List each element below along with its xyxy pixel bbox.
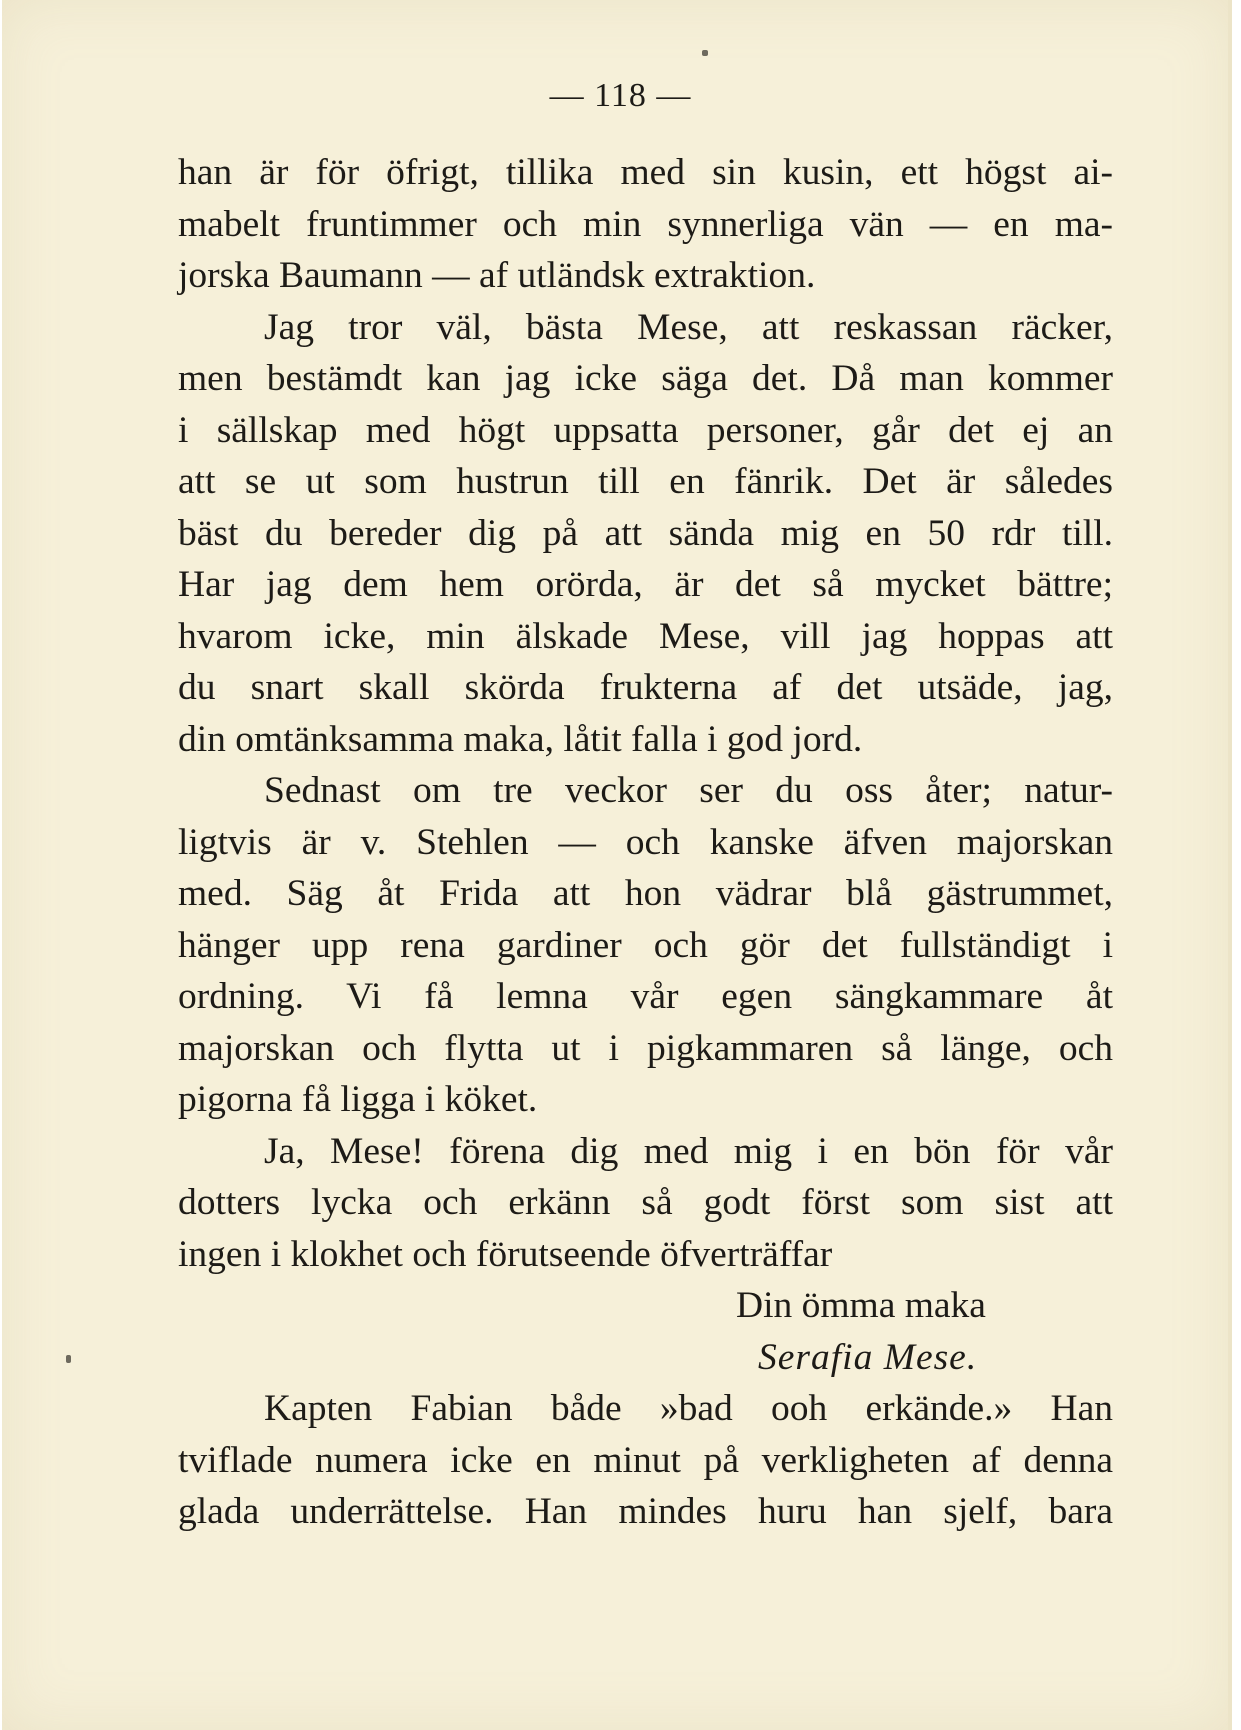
paragraph <box>178 1383 1113 1538</box>
text-line: Ja, Mese! förena dig med mig i en bön för vår <box>264 1130 1113 1172</box>
text-line: i sällskap med högt uppsatta personer, går det ej an <box>178 409 1113 451</box>
paragraph <box>178 765 1113 1126</box>
page-number: — 118 — <box>549 77 692 114</box>
text-line: mabelt fruntimmer och min synnerliga vän — en ma- <box>178 203 1113 245</box>
body-text <box>178 147 1113 1538</box>
text-line: bäst du bereder dig på att sända mig en 50 rdr till. <box>178 512 1113 554</box>
text-line: Kapten Fabian både »bad ooh erkände.» Han <box>264 1388 1113 1429</box>
letter-closing <box>178 1280 1113 1383</box>
text-line: majorskan och flytta ut i pigkammaren så länge, och <box>178 1027 1113 1069</box>
text-line: Jag tror väl, bästa Mese, att reskassan räcker, <box>264 306 1113 348</box>
text-line: hänger upp rena gardiner och gör det fullständigt i <box>178 924 1113 966</box>
text-line: Sednast om tre veckor ser du oss åter; natur- <box>264 770 1113 811</box>
paragraph <box>178 147 1113 302</box>
text-line: jorska Baumann — af utländsk extraktion. <box>178 255 816 296</box>
text-line: ingen i klokhet och förutseende öfverträffar <box>178 1233 833 1275</box>
text-line: att se ut som hustrun till en fänrik. Det är således <box>178 461 1113 502</box>
text-line: ordning. Vi få lemna vår egen sängkammare åt <box>178 976 1113 1017</box>
text-line: men bestämdt kan jag icke säga det. Då man kommer <box>178 358 1113 399</box>
paragraph <box>178 302 1113 766</box>
text-line: din omtänksamma maka, låtit falla i god jord. <box>178 718 863 760</box>
text-line: hvarom icke, min älskade Mese, vill jag hoppas att <box>178 615 1113 657</box>
paragraph <box>178 1126 1113 1281</box>
ink-speck <box>702 50 708 56</box>
text-line: han är för öfrigt, tillika med sin kusin, ett högst ai- <box>178 152 1113 193</box>
text-line: pigorna få ligga i köket. <box>178 1079 538 1120</box>
signature: Serafia Mese. <box>758 1336 978 1378</box>
text-line: Har jag dem hem orörda, är det så mycket bättre; <box>178 564 1113 605</box>
text-line: med. Säg åt Frida att hon vädrar blå gästrummet, <box>178 873 1113 914</box>
text-line: dotters lycka och erkänn så godt först som sist att <box>178 1182 1113 1223</box>
text-line: ligtvis är v. Stehlen — och kanske äfven majorskan <box>178 821 1113 863</box>
salutation: Din ömma maka <box>736 1285 986 1326</box>
text-line: du snart skall skörda frukterna af det utsäde, jag, <box>178 667 1113 708</box>
paper-edge <box>1228 0 1232 1730</box>
text-line: tviflade numera icke en minut på verkligheten af denna <box>178 1439 1113 1481</box>
text-line: glada underrättelse. Han mindes huru han sjelf, bara <box>178 1491 1113 1532</box>
ink-speck <box>66 1355 71 1363</box>
